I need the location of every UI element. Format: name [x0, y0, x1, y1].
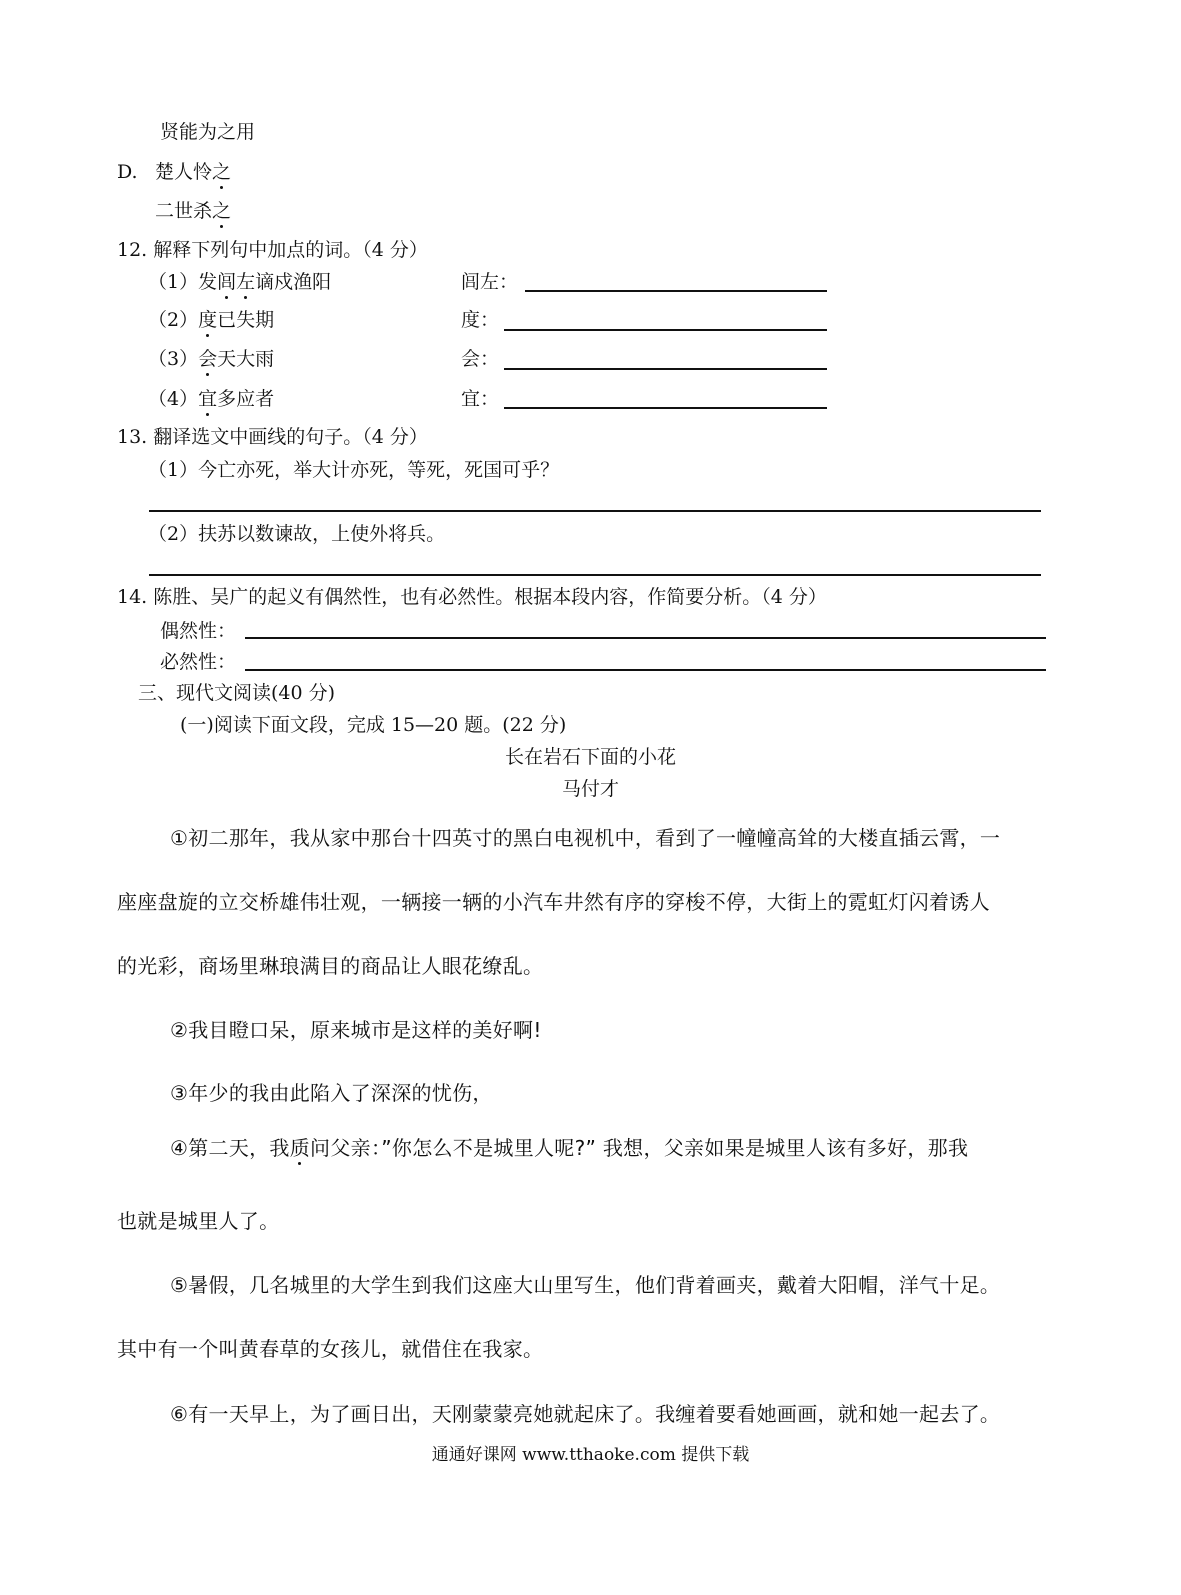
option-d-label: D. — [117, 161, 138, 183]
option-d-line1 — [155, 160, 231, 184]
q14-answer-line-chance[interactable] — [245, 637, 1046, 639]
q14-label-chance: 偶然性： — [160, 620, 237, 642]
q14-label-inevitable: 必然性： — [160, 651, 237, 673]
passage-p2: ②我目瞪口呆，原来城市是这样的美好啊! — [170, 1018, 542, 1042]
item-text: 天大雨 — [217, 348, 275, 370]
passage-p1-line1: ①初二那年，我从家中那台十四英寸的黑白电视机中，看到了一幢幢高耸的大楼直插云霄，一 — [170, 826, 1001, 850]
dotted-char: 左 — [236, 271, 256, 293]
passage-text: 问父亲：”你怎么不是城里人呢?” 我想，父亲如果是城里人该有多好，那我 — [310, 1136, 969, 1160]
q13-answer-line-1[interactable] — [149, 510, 1041, 512]
q13-sentence-1: （1）今亡亦死，举大计亦死，等死，死国可乎？ — [148, 459, 560, 481]
page-footer: 通通好课网 www.tthaoke.com 提供下载 — [431, 1445, 750, 1465]
passage-p4-line2: 也就是城里人了。 — [117, 1209, 280, 1233]
dotted-char: 质 — [289, 1136, 311, 1160]
item-text: 多应者 — [217, 388, 275, 410]
item-text: 已失期 — [217, 309, 275, 331]
passage-p1-line2: 座座盘旋的立交桥雄伟壮观，一辆接一辆的小汽车井然有序的穿梭不停，大街上的霓虹灯闪着诱人 — [117, 890, 990, 914]
q12-item-2 — [148, 308, 274, 332]
option-d-line2-text: 二世杀 — [155, 200, 213, 222]
option-d-line1-text: 楚人怜 — [155, 161, 213, 183]
answer-line-4[interactable] — [504, 407, 827, 409]
dotted-char: 宜 — [198, 388, 218, 410]
q13-answer-line-2[interactable] — [149, 574, 1041, 576]
answer-line-1[interactable] — [525, 290, 827, 292]
answer-line-2[interactable] — [504, 329, 827, 331]
passage-text: ④第二天，我 — [170, 1136, 290, 1160]
item-number: （3） — [148, 348, 199, 370]
passage-p4-line1 — [170, 1136, 968, 1160]
passage-p3: ③年少的我由此陷入了深深的忧伤， — [170, 1081, 493, 1105]
item-text: 发 — [198, 271, 218, 293]
dotted-char: 度 — [198, 309, 218, 331]
passage-p5-line2: 其中有一个叫黄春草的女孩儿，就借住在我家。 — [117, 1337, 544, 1361]
q12-answer-label-2: 度： — [461, 309, 500, 331]
option-d-line2 — [155, 199, 231, 223]
story-author: 马付才 — [561, 778, 619, 800]
item-number: （2） — [148, 309, 199, 331]
story-title: 长在岩石下面的小花 — [504, 746, 676, 768]
q12-answer-label-4: 宜： — [461, 388, 500, 410]
dotted-char: 会 — [198, 348, 218, 370]
q12-title: 12. 解释下列句中加点的词。（4 分） — [117, 239, 428, 261]
section-subheading: (一)阅读下面文段，完成 15—20 题。(22 分) — [180, 714, 567, 736]
q14-answer-line-inevitable[interactable] — [245, 669, 1046, 671]
q14-title: 14. 陈胜、吴广的起义有偶然性，也有必然性。根据本段内容，作简要分析。（4 分） — [117, 586, 827, 608]
q13-sentence-2: （2）扶苏以数谏故，上使外将兵。 — [148, 523, 446, 545]
answer-line-3[interactable] — [504, 368, 827, 370]
q12-item-1 — [148, 270, 331, 294]
dotted-char: 之 — [212, 161, 232, 183]
item-number: （4） — [148, 388, 199, 410]
passage-p6-line1: ⑥有一天早上，为了画日出，天刚蒙蒙亮她就起床了。我缠着要看她画画，就和她一起去了。 — [170, 1402, 1001, 1426]
dotted-char: 之 — [212, 200, 232, 222]
item-text: 谪戍渔阳 — [255, 271, 332, 293]
dotted-char: 闾 — [217, 271, 237, 293]
q12-answer-label-1: 闾左： — [461, 271, 519, 293]
passage-p5-line1: ⑤暑假，几名城里的大学生到我们这座大山里写生，他们背着画夹，戴着大阳帽，洋气十足。 — [170, 1273, 1001, 1297]
q13-title: 13. 翻译选文中画线的句子。（4 分） — [117, 426, 428, 448]
section-heading: 三、现代文阅读(40 分) — [138, 682, 336, 704]
q12-item-4 — [148, 387, 274, 411]
item-number: （1） — [148, 271, 199, 293]
q12-answer-label-3: 会： — [461, 348, 500, 370]
option-c-line2: 贤能为之用 — [160, 121, 256, 143]
q12-item-3 — [148, 347, 274, 371]
passage-p1-line3: 的光彩，商场里琳琅满目的商品让人眼花缭乱。 — [117, 954, 544, 978]
